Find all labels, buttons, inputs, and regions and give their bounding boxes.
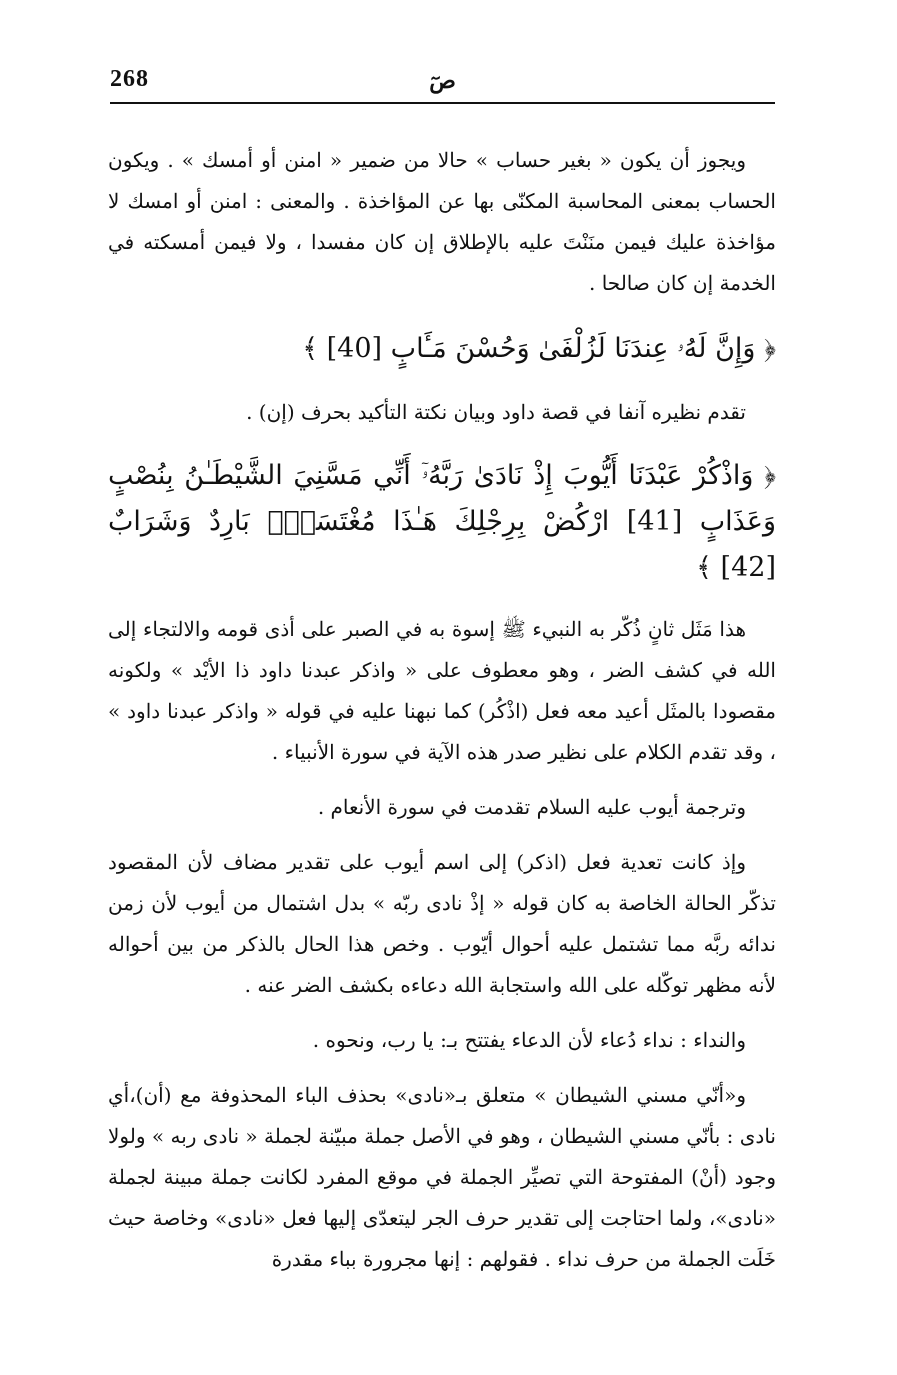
paragraph-5: وإذ كانت تعدية فعل (اذكر) إلى اسم أيوب على تقدير مضاف لأن المقصود تذكّر الحالة الخاصة به كان قوله « إذْ نادى ربّه » بدل اشتمال من أيوب لأن زمن ندائه ربَّه مما تشتمل عليه أحوال أيّوب . وخص هذا الحال بالذكر من بين أحواله لأنه مظهر توكّله على الله واستجابة الله دعاءه بكشف الضر عنه . — [108, 850, 776, 997]
page-body — [108, 140, 776, 1294]
quran-verse-41-42: ﴿ وَاذْكُرْ عَبْدَنَا أَيُّوبَ إِذْ نَادَىٰ رَبَّهُۥٓ أَنِّي مَسَّنِيَ الشَّيْطَـٰنُ بِنُصْبٍ وَعَذَابٍ [41] ارْكُضْ بِرِجْلِكَ هَـٰذَا مُغْتَسَلٌۢ بَارِدٌ وَشَرَابٌ [42] ﴾ — [108, 460, 776, 583]
paragraph-1: ويجوز أن يكون « بغير حساب » حالا من ضمير « امنن أو أمسك » . ويكون الحساب بمعنى المحاسبة المكنّى بها عن المؤاخذة . والمعنى : امنن أو امسك لا مؤاخذة عليك فيمن منَنْتَ عليه بالإطلاق إن كان مفسدا ، ولا فيمن أمسكته في الخدمة إن كان صالحا . — [108, 148, 776, 295]
paragraph-3: هذا مَثَل ثانٍ ذُكّر به النبيء ﷺ إسوة به في الصبر على أذى قومه والالتجاء إلى الله في كشف الضر ، وهو معطوف على « واذكر عبدنا داود ذا الأيْد » ولكونه مقصودا بالمثَل أعيد معه فعل (اذْكُر) كما نبهنا عليه في قوله « واذكر عبدنا داود » ، وقد تقدم الكلام على نظير صدر هذه الآية في سورة الأنبياء . — [108, 617, 776, 764]
header-rule — [110, 102, 775, 104]
paragraph-2: تقدم نظيره آنفا في قصة داود وبيان نكتة التأكيد بحرف (إن) . — [246, 400, 746, 424]
paragraph-4: وترجمة أيوب عليه السلام تقدمت في سورة الأنعام . — [317, 795, 746, 819]
surah-name: صٓ — [429, 68, 456, 94]
page-number: 268 — [110, 66, 149, 92]
page-header — [110, 62, 775, 102]
paragraph-7: و«أنّي مسني الشيطان » متعلق بـ«نادى» بحذف الباء المحذوفة مع (أن)،أي نادى : بأنّي مسني الشيطان ، وهو في الأصل جملة مبيّنة لجملة « نادى ربه » ولولا وجود (أنْ) المفتوحة التي تصيِّر الجملة في موقع المفرد لكانت جملة مبينة لجملة «نادى»، ولما احتاجت إلى تقدير حرف الجر ليتعدّى إليها فعل «نادى» وخاصة حيث خَلَت الجملة من حرف نداء . فقولهم : إنها مجرورة بباء مقدرة — [108, 1083, 776, 1271]
paragraph-6: والنداء : نداء دُعاء لأن الدعاء يفتتح بـ: يا رب، ونحوه . — [312, 1028, 746, 1052]
quran-verse-40: ﴿ وَإِنَّ لَهُۥ عِندَنَا لَزُلْفَىٰ وَحُسْنَ مَـَٔابٍ [40] ﴾ — [302, 333, 776, 364]
